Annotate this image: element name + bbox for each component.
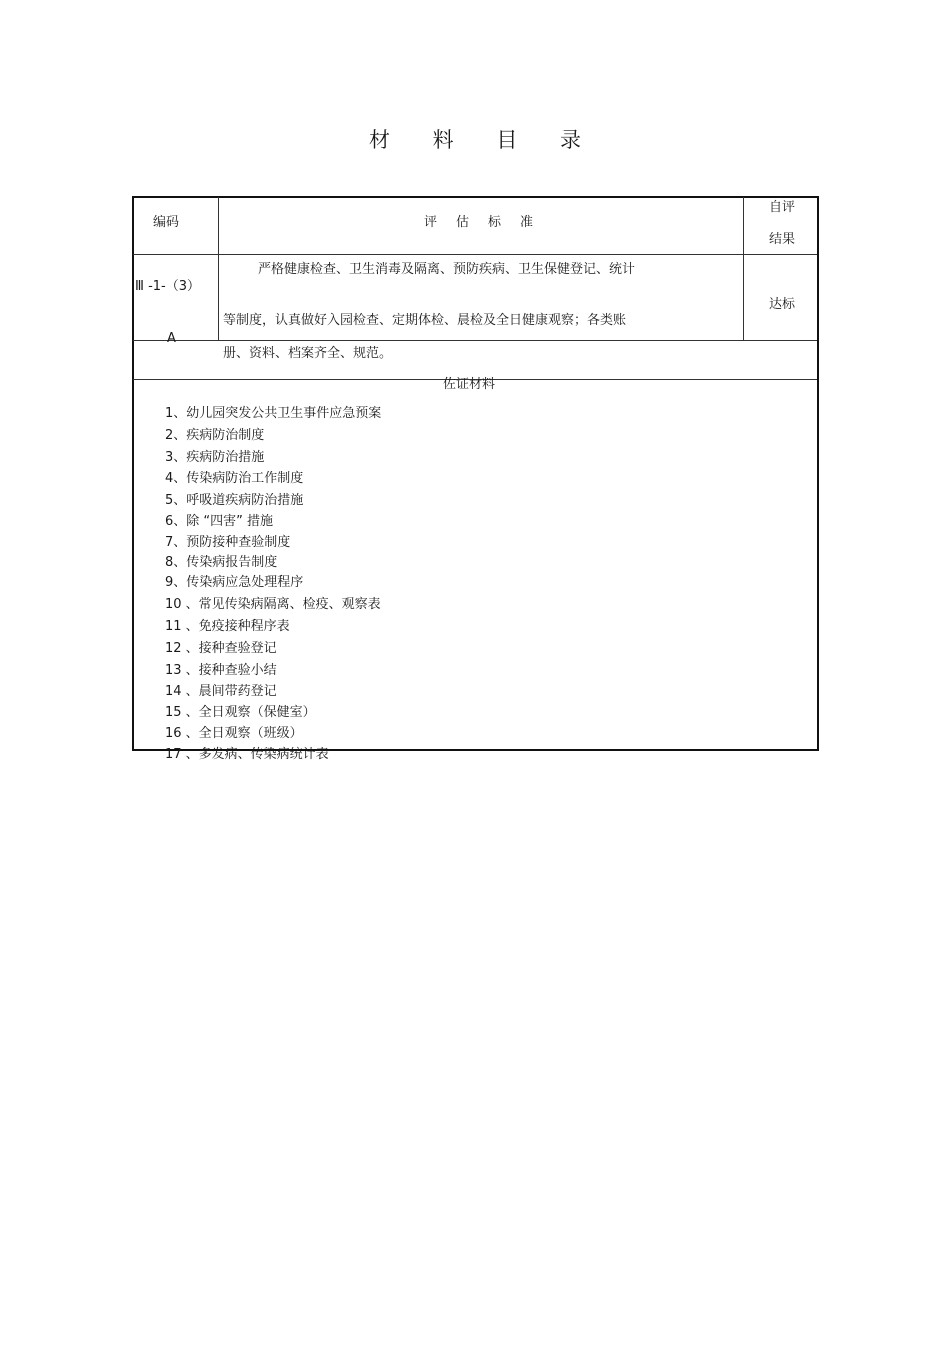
row-code-line1: Ⅲ -1-（3） <box>135 279 201 294</box>
row-result: 达标 <box>769 297 796 312</box>
header-bottom-rule <box>133 254 817 255</box>
list-item: 4、传染病防治工作制度 <box>165 471 304 486</box>
header-criteria: 评 估 标 准 <box>424 215 537 230</box>
list-item: 11 、免疫接种程序表 <box>165 619 290 634</box>
list-item: 16 、全日观察（班级） <box>165 726 303 741</box>
row-code-line2: A <box>167 331 176 346</box>
list-item: 1、幼儿园突发公共卫生事件应急预案 <box>165 406 382 421</box>
row-criteria-line1: 严格健康检查、卫生消毒及隔离、预防疾病、卫生保健登记、统计 <box>258 262 636 277</box>
header-code: 编码 <box>153 215 180 230</box>
list-item: 3、疾病防治措施 <box>165 450 265 465</box>
header-self-eval-line2: 结果 <box>769 232 796 247</box>
row-criteria-line3: 册、资料、档案齐全、规范。 <box>223 346 393 361</box>
code-column-rule <box>218 197 219 340</box>
evidence-title: 佐证材料 <box>443 377 496 392</box>
result-column-rule <box>743 197 744 340</box>
header-self-eval-line1: 自评 <box>769 200 796 215</box>
page-title: 材 料 目 录 <box>368 128 600 152</box>
row-criteria-line2: 等制度，认真做好入园检查、定期体检、晨检及全日健康观察；各类账 <box>223 313 627 328</box>
list-item: 9、传染病应急处理程序 <box>165 575 304 590</box>
list-item: 12 、接种查验登记 <box>165 641 277 656</box>
list-item: 13 、接种查验小结 <box>165 663 277 678</box>
list-item: 14 、晨间带药登记 <box>165 684 277 699</box>
list-item: 6、除 “四害” 措施 <box>165 514 274 529</box>
list-item: 7、预防接种查验制度 <box>165 535 291 550</box>
list-item: 17 、多发病、传染病统计表 <box>165 747 329 762</box>
list-item: 8、传染病报告制度 <box>165 555 278 570</box>
list-item: 10 、常见传染病隔离、检疫、观察表 <box>165 597 381 612</box>
list-item: 2、疾病防治制度 <box>165 428 265 443</box>
list-item: 15 、全日观察（保健室） <box>165 705 316 720</box>
list-item: 5、呼吸道疾病防治措施 <box>165 493 304 508</box>
row-mid-rule <box>133 340 817 341</box>
